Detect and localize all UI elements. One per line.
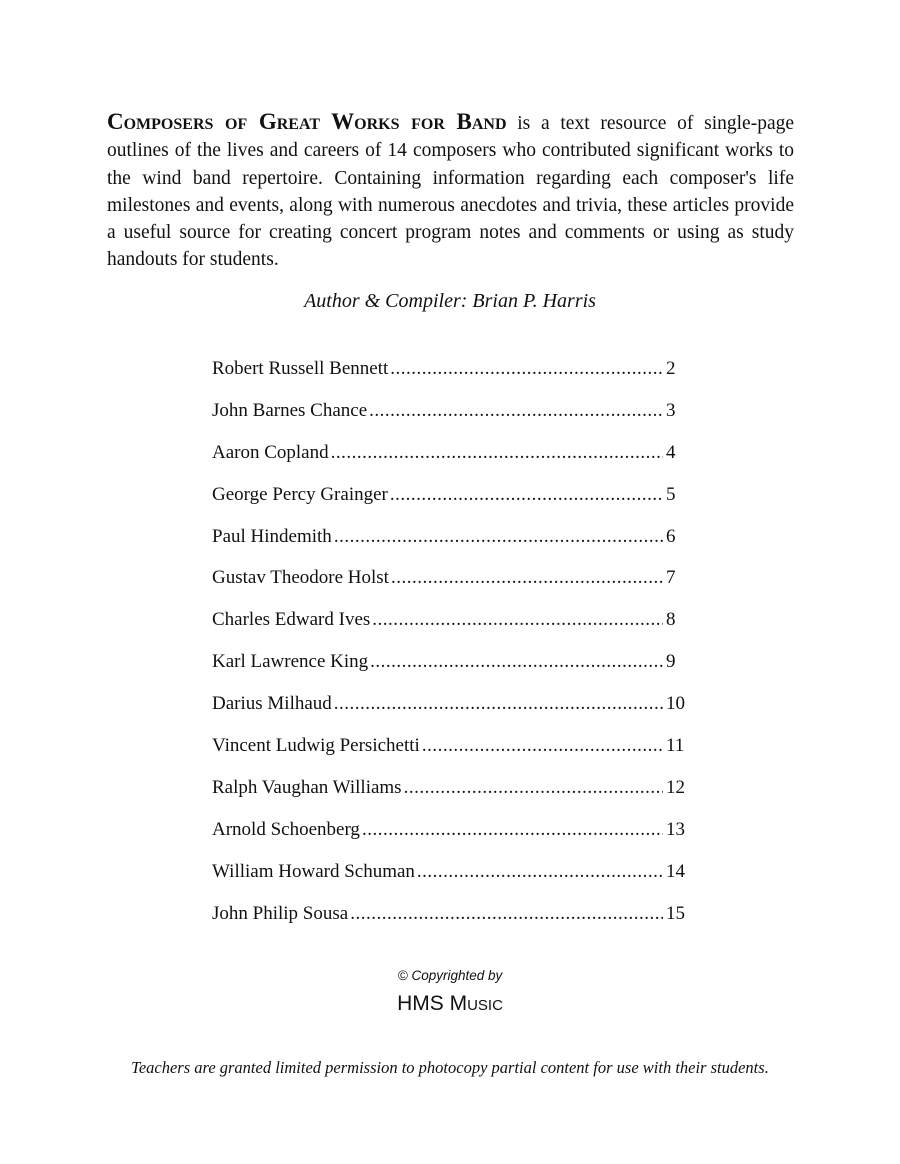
- toc-name: Gustav Theodore Holst: [212, 567, 389, 589]
- toc-name: John Philip Sousa: [212, 902, 349, 924]
- toc-entry-sousa[interactable]: [212, 899, 688, 941]
- toc-page: 3: [666, 399, 676, 421]
- toc-name: Darius Milhaud: [212, 693, 332, 715]
- toc-name: Vincent Ludwig Persichetti: [212, 735, 420, 757]
- dot-leader: [334, 689, 663, 719]
- dot-leader: [369, 396, 663, 426]
- dot-leader: [372, 605, 663, 635]
- dot-leader: [422, 731, 663, 761]
- copyright-line: © Copyrighted by: [397, 968, 503, 983]
- toc-entry-copland[interactable]: [212, 438, 688, 480]
- toc-page: 11: [666, 735, 685, 757]
- toc-name: Paul Hindemith: [212, 525, 332, 547]
- toc-entry-schuman[interactable]: [212, 857, 688, 899]
- photocopy-notice: Teachers are granted limited permission to photocopy partial content for use with their students.: [131, 1058, 769, 1077]
- dot-leader: [417, 857, 663, 887]
- toc-page: 12: [666, 776, 685, 798]
- intro-paragraph: [107, 108, 794, 274]
- toc-entry-holst[interactable]: [212, 563, 688, 605]
- toc-page: 6: [666, 525, 676, 547]
- dot-leader: [390, 354, 663, 384]
- toc-name: George Percy Grainger: [212, 483, 388, 505]
- toc-name: Charles Edward Ives: [212, 609, 371, 631]
- author-credit: Author & Compiler: Brian P. Harris: [304, 290, 596, 312]
- toc-page: 8: [666, 609, 676, 631]
- toc-page: 7: [666, 567, 676, 589]
- toc-page: 5: [666, 483, 676, 505]
- intro-text: is a text resource of single-page outlines of the lives and careers of 14 composers who contributed significant works to the wind band repertoire. Containing information regarding each composer's life milestones and events, along with numerous anecdotes and trivia, these articles provide a useful source for creating concert program notes and comments or using as study handouts for students.: [107, 113, 794, 271]
- toc-entry-ives[interactable]: [212, 605, 688, 647]
- toc-name: Karl Lawrence King: [212, 651, 369, 673]
- dot-leader: [362, 815, 663, 845]
- toc-name: Robert Russell Bennett: [212, 358, 389, 379]
- dot-leader: [350, 899, 663, 929]
- toc-entry-persichetti[interactable]: [212, 731, 688, 773]
- toc-entry-king[interactable]: [212, 647, 688, 689]
- dot-leader: [334, 522, 663, 552]
- toc-entry-vaughan-williams[interactable]: [212, 773, 688, 815]
- toc-page: 14: [666, 860, 685, 882]
- dot-leader: [391, 563, 663, 593]
- toc-name: William Howard Schuman: [212, 860, 415, 882]
- publisher-name: HMS Music: [397, 992, 503, 1015]
- dot-leader: [390, 480, 663, 510]
- toc-entry-chance[interactable]: [212, 396, 688, 438]
- toc-page: 2: [666, 358, 676, 379]
- toc-page: 9: [666, 651, 676, 673]
- toc-entry-hindemith[interactable]: [212, 522, 688, 564]
- book-title: Composers of Great Works for Band: [107, 109, 507, 134]
- toc-page: 13: [666, 818, 685, 840]
- toc-name: Aaron Copland: [212, 441, 329, 463]
- toc-page: 4: [666, 441, 676, 463]
- toc-name: John Barnes Chance: [212, 399, 368, 421]
- toc-name: Arnold Schoenberg: [212, 818, 360, 840]
- dot-leader: [404, 773, 663, 803]
- toc-entry-bennett[interactable]: [212, 354, 688, 396]
- toc-page: 15: [666, 902, 685, 924]
- toc-entry-milhaud[interactable]: [212, 689, 688, 731]
- toc-entry-grainger[interactable]: [212, 480, 688, 522]
- toc-page: 10: [666, 693, 685, 715]
- table-of-contents: [212, 354, 688, 940]
- toc-entry-schoenberg[interactable]: [212, 815, 688, 857]
- dot-leader: [331, 438, 663, 468]
- toc-name: Ralph Vaughan Williams: [212, 776, 402, 798]
- dot-leader: [370, 647, 663, 677]
